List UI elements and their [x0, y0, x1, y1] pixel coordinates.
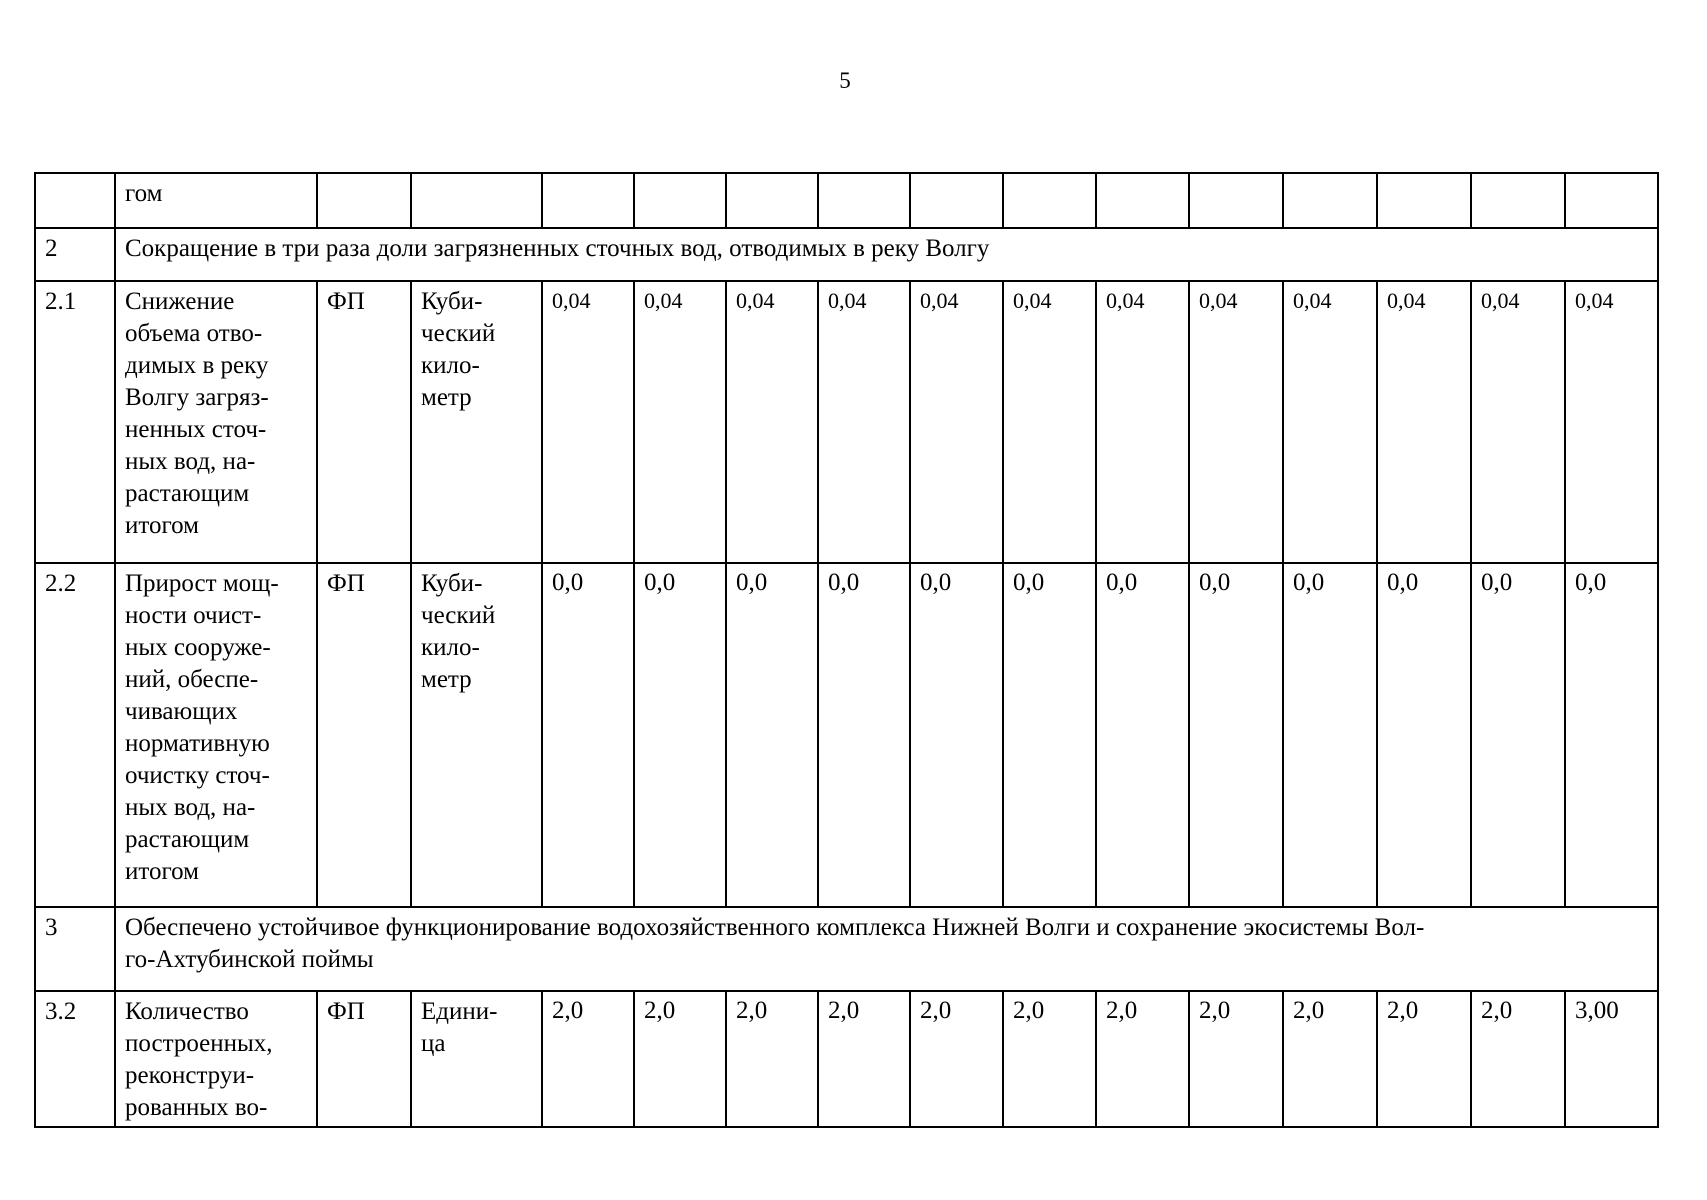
value-cell — [1565, 173, 1658, 228]
value-cell: 0,04 — [1377, 281, 1471, 563]
value-cell — [1189, 173, 1283, 228]
indicator-name: Снижение объема отво- димых в реку Волгу загряз- ненных сточ- ных вод, на- растающим итогом — [115, 281, 317, 563]
row-number: 3.2 — [35, 991, 115, 1127]
value-cell: 0,0 — [726, 563, 818, 907]
indicator-source — [317, 173, 411, 228]
value-cell: 2,0 — [1283, 991, 1377, 1127]
value-cell: 0,0 — [818, 563, 910, 907]
value-cell: 2,0 — [1377, 991, 1471, 1127]
value-cell: 2,0 — [1471, 991, 1565, 1127]
indicator-unit: Едини- ца — [411, 991, 542, 1127]
section-title: Сокращение в три раза доли загрязненных сточных вод, отводимых в реку Волгу — [115, 228, 1658, 281]
value-cell: 2,0 — [818, 991, 910, 1127]
value-cell: 0,04 — [1565, 281, 1658, 563]
value-cell: 2,0 — [726, 991, 818, 1127]
value-cell: 0,04 — [634, 281, 726, 563]
value-cell: 0,04 — [1189, 281, 1283, 563]
value-cell: 0,04 — [1471, 281, 1565, 563]
indicator-name: гом — [115, 173, 317, 228]
value-cell: 2,0 — [1003, 991, 1096, 1127]
section-row — [35, 228, 1658, 281]
value-cell: 2,0 — [1096, 991, 1189, 1127]
value-cell: 0,04 — [1283, 281, 1377, 563]
value-cell: 2,0 — [910, 991, 1003, 1127]
value-cell — [1377, 173, 1471, 228]
value-cell: 0,04 — [818, 281, 910, 563]
value-cell: 0,0 — [1377, 563, 1471, 907]
page-number: 5 — [839, 68, 851, 93]
indicator-unit — [411, 173, 542, 228]
indicator-source: ФП — [317, 281, 411, 563]
section-title: Обеспечено устойчивое функционирование водохозяйственного комплекса Нижней Волги и сохранение экосистемы Вол- го-Ахтубинской поймы — [115, 907, 1658, 991]
value-cell — [726, 173, 818, 228]
indicator-name: Прирост мощ- ности очист- ных сооруже- ний, обеспе- чивающих нормативную очистку сточ- ных вод, на- растающим итогом — [115, 563, 317, 907]
value-cell: 0,0 — [1003, 563, 1096, 907]
value-cell: 0,0 — [1471, 563, 1565, 907]
row-number: 3 — [35, 907, 115, 991]
row-number: 2.1 — [35, 281, 115, 563]
indicator-unit: Куби- ческий кило- метр — [411, 563, 542, 907]
value-cell: 0,0 — [1189, 563, 1283, 907]
value-cell: 0,04 — [1003, 281, 1096, 563]
row-number: 2.2 — [35, 563, 115, 907]
indicator-name: Количество построенных, реконструи- рованных во- — [115, 991, 317, 1127]
value-cell: 0,04 — [726, 281, 818, 563]
indicator-source: ФП — [317, 991, 411, 1127]
value-cell — [634, 173, 726, 228]
value-cell — [1283, 173, 1377, 228]
table-row — [35, 563, 1658, 907]
value-cell: 0,0 — [1096, 563, 1189, 907]
table-row — [35, 281, 1658, 563]
value-cell: 3,00 — [1565, 991, 1658, 1127]
value-cell: 0,0 — [910, 563, 1003, 907]
value-cell: 2,0 — [542, 991, 634, 1127]
value-cell: 2,0 — [1189, 991, 1283, 1127]
value-cell: 0,0 — [542, 563, 634, 907]
value-cell: 0,0 — [1283, 563, 1377, 907]
value-cell — [818, 173, 910, 228]
row-number: 2 — [35, 228, 115, 281]
value-cell: 0,04 — [910, 281, 1003, 563]
indicator-unit: Куби- ческий кило- метр — [411, 281, 542, 563]
section-row — [35, 907, 1658, 991]
row-number — [35, 173, 115, 228]
value-cell — [910, 173, 1003, 228]
value-cell — [1471, 173, 1565, 228]
value-cell: 0,04 — [1096, 281, 1189, 563]
value-cell: 0,0 — [634, 563, 726, 907]
value-cell — [542, 173, 634, 228]
table-row — [35, 991, 1658, 1127]
value-cell — [1003, 173, 1096, 228]
value-cell: 0,04 — [542, 281, 634, 563]
value-cell: 0,0 — [1565, 563, 1658, 907]
indicator-source: ФП — [317, 563, 411, 907]
value-cell: 2,0 — [634, 991, 726, 1127]
value-cell — [1096, 173, 1189, 228]
table-row — [35, 173, 1658, 228]
indicators-table — [34, 172, 1659, 1128]
